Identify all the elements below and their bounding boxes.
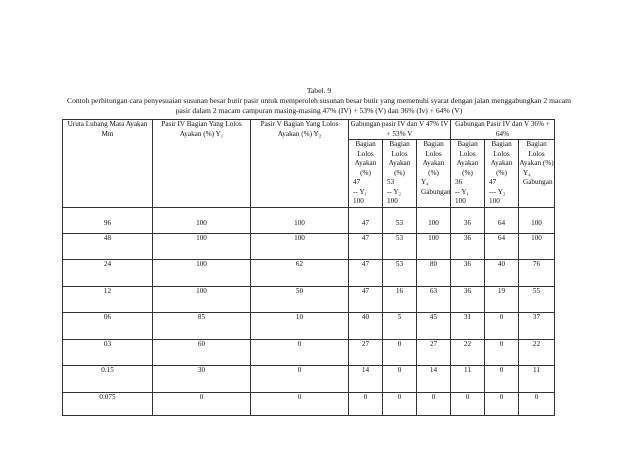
table-cell: 47 — [349, 286, 383, 313]
table-cell: 12 — [63, 286, 153, 313]
subheader-label: Bagian Lolos Ayakan (%) — [490, 140, 513, 177]
table-cell: 64 — [485, 207, 519, 233]
subheader-frac-num: 47 — [489, 178, 497, 186]
table-cell: 24 — [63, 260, 153, 287]
table-cell: 27 — [349, 339, 383, 366]
table-cell: 96 — [63, 207, 153, 233]
header-sieve-size: Uruta Lubang Mata Ayakan Mm — [63, 120, 153, 208]
table-cell: 0 — [383, 366, 417, 393]
table-cell: 45 — [417, 313, 451, 340]
subheader-cell — [485, 140, 519, 208]
table-cell: 100 — [251, 207, 349, 233]
header-mix-47-53: Gabungan pasir IV dan V 47% IV + 53% V — [349, 120, 451, 140]
table-body — [63, 207, 555, 415]
table-cell: 10 — [251, 313, 349, 340]
table-cell: 36 — [451, 260, 485, 287]
table-cell: 47 — [349, 207, 383, 233]
table-cell: 80 — [417, 260, 451, 287]
subheader-frac-den: 100 — [455, 197, 466, 205]
table-cell: 0 — [519, 392, 555, 415]
table-cell: 100 — [417, 207, 451, 233]
sieve-table — [62, 119, 555, 416]
subheader-label: Bagian Lolos Ayakan (%) — [456, 140, 479, 177]
table-row — [63, 313, 555, 340]
table-cell: 60 — [153, 339, 251, 366]
table-cell: 0 — [153, 392, 251, 415]
subheader-cell — [349, 140, 383, 208]
subheader-label: Bagian Lolos Ayakan (%) — [388, 140, 411, 177]
table-cell: 0 — [251, 339, 349, 366]
subheader-frac-var: -- Y₁ — [455, 187, 470, 196]
subheader-frac-num: 47 — [353, 178, 361, 186]
table-cell: 0 — [349, 392, 383, 415]
table-cell: 100 — [153, 260, 251, 287]
subheader-cell — [451, 140, 485, 208]
table-row — [63, 260, 555, 287]
subheader-frac-den: 100 — [353, 197, 364, 205]
table-cell: 11 — [451, 366, 485, 393]
subheader-frac-var: -- Y₂ — [387, 187, 402, 196]
table-cell: 76 — [519, 260, 555, 287]
subheader-cell — [417, 140, 451, 208]
table-cell: 100 — [153, 286, 251, 313]
table-cell: 19 — [485, 286, 519, 313]
table-cell: 100 — [519, 207, 555, 233]
table-cell: 100 — [153, 207, 251, 233]
table-cell: 14 — [349, 366, 383, 393]
table-cell: 31 — [451, 313, 485, 340]
table-row — [63, 207, 555, 233]
table-cell: 0 — [451, 392, 485, 415]
table-row — [63, 286, 555, 313]
table-cell: 36 — [451, 286, 485, 313]
subheader-frac-den: 100 — [387, 197, 398, 205]
table-cell: 36 — [451, 233, 485, 260]
table-cell: 37 — [519, 313, 555, 340]
subheader-frac-var: --- Y₂ — [489, 187, 506, 196]
table-cell: 03 — [63, 339, 153, 366]
table-row — [63, 233, 555, 260]
table-cell: 64 — [485, 233, 519, 260]
table-cell: 0 — [383, 392, 417, 415]
table-cell: 06 — [63, 313, 153, 340]
table-cell: 0 — [251, 392, 349, 415]
table-cell: 53 — [383, 233, 417, 260]
header-mix-36-64: Gabungan Pasir IV dan V 36% + 64% — [451, 120, 555, 140]
header-sand-v: Pasir V Bagian Yang Lolos Ayakan (%) Y₂ — [251, 120, 349, 208]
table-cell: 100 — [153, 233, 251, 260]
table-cell: 0.075 — [63, 392, 153, 415]
table-cell: 0 — [485, 392, 519, 415]
table-cell: 100 — [251, 233, 349, 260]
table-cell: 0 — [383, 339, 417, 366]
table-cell: 47 — [349, 233, 383, 260]
table-cell: 14 — [417, 366, 451, 393]
subheader-label: Bagian Lolos Ayakan (%) — [519, 140, 554, 167]
table-title: Tabel. 9 — [306, 86, 332, 95]
table-cell: 85 — [153, 313, 251, 340]
table-cell: 36 — [451, 207, 485, 233]
table-cell: 100 — [519, 233, 555, 260]
subheader-frac-var: Y₄ Gabungan — [523, 168, 553, 186]
table-cell: 30 — [153, 366, 251, 393]
table-row — [63, 366, 555, 393]
subheader-frac-num: 36 — [455, 178, 463, 186]
header-row — [63, 120, 555, 140]
table-cell: 5 — [383, 313, 417, 340]
table-cell: 27 — [417, 339, 451, 366]
table-cell: 50 — [251, 286, 349, 313]
subheader-label: Bagian Lolos Ayakan (%) — [354, 140, 377, 177]
table-row — [63, 339, 555, 366]
table-cell: 53 — [383, 207, 417, 233]
table-cell: 40 — [349, 313, 383, 340]
table-cell: 48 — [63, 233, 153, 260]
table-cell: 11 — [519, 366, 555, 393]
table-cell: 0 — [417, 392, 451, 415]
table-cell: 16 — [383, 286, 417, 313]
subheader-cell — [383, 140, 417, 208]
table-description: Contoh perhitungan cara penyesuaian susunan besar butir pasir untuk memperoleh susunan besar butir yang memenuhi syarat dengan jalan menggabungkan 2 macam pasir dalam 2 macam campuran masing-masing 47% (IV) + 53% (V) dan 36% (Iv) + 64% (V) — [67, 96, 571, 115]
table-cell: 53 — [383, 260, 417, 287]
table-cell: 100 — [417, 233, 451, 260]
subheader-label: Bagian Lolos Ayakan (%) — [422, 140, 445, 177]
header-sand-iv: Pasir IV Bagian Yang Lolos Ayakan (%) Y₁ — [153, 120, 251, 208]
table-cell: 55 — [519, 286, 555, 313]
subheader-cell — [519, 140, 555, 208]
table-cell: 0.15 — [63, 366, 153, 393]
table-cell: 62 — [251, 260, 349, 287]
table-cell: 22 — [519, 339, 555, 366]
table-cell: 0 — [251, 366, 349, 393]
table-cell: 47 — [349, 260, 383, 287]
subheader-frac-var: Y₄ Gabungan — [421, 178, 451, 196]
table-cell: 0 — [485, 366, 519, 393]
table-cell: 22 — [451, 339, 485, 366]
subheader-frac-num: 53 — [387, 178, 395, 186]
table-cell: 0 — [485, 313, 519, 340]
table-cell: 0 — [485, 339, 519, 366]
table-cell: 63 — [417, 286, 451, 313]
table-row — [63, 392, 555, 415]
table-caption — [60, 86, 578, 116]
subheader-frac-den: 100 — [489, 197, 500, 205]
subheader-frac-var: -- Y₁ — [353, 187, 368, 196]
table-cell: 40 — [485, 260, 519, 287]
